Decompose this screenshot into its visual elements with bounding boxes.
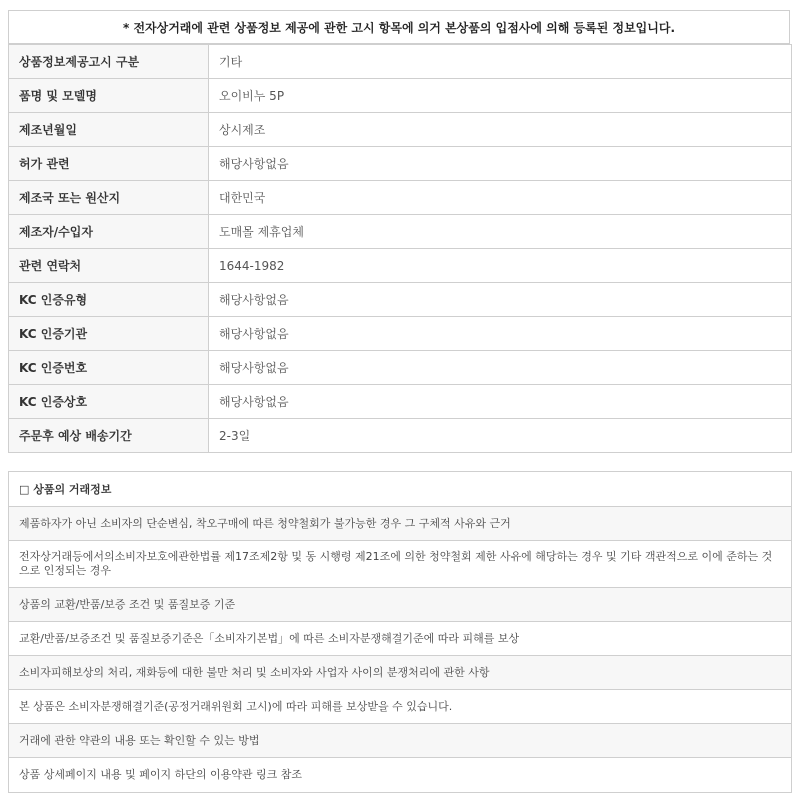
trade-info-answer: 전자상거래등에서의소비자보호에관한법률 제17조제2항 및 동 시행령 제21조에 의한 청약철회 제한 사유에 해당하는 경우 및 기타 객관적으로 이에 준하는 것으로 인정되는 경우 [9, 541, 791, 588]
trade-info-section [8, 471, 792, 793]
row-label: 상품정보제공고시 구분 [9, 45, 209, 79]
trade-info-answer: 상품 상세페이지 내용 및 페이지 하단의 이용약관 링크 참조 [19, 768, 302, 781]
row-label: 허가 관련 [9, 147, 209, 181]
trade-info-answer: 본 상품은 소비자분쟁해결기준(공정거래위원회 고시)에 따라 피해를 보상받을 수 있습니다. [9, 690, 791, 724]
row-value: 대한민국 [209, 181, 792, 215]
table-row [9, 351, 792, 385]
row-label: 품명 및 모델명 [9, 79, 209, 113]
row-value: 해당사항없음 [209, 385, 792, 419]
table-row [9, 147, 792, 181]
trade-info-question: 소비자피해보상의 처리, 재화등에 대한 불만 처리 및 소비자와 사업자 사이의 분쟁처리에 관한 사항 [9, 656, 791, 690]
row-label: 제조국 또는 원산지 [9, 181, 209, 215]
table-row [9, 113, 792, 147]
table-row [9, 419, 792, 453]
row-value: 기타 [209, 45, 792, 79]
row-label: 주문후 예상 배송기간 [9, 419, 209, 453]
row-label: 제조자/수입자 [9, 215, 209, 249]
table-row [9, 215, 792, 249]
row-label: KC 인증기관 [9, 317, 209, 351]
trade-info-question: 거래에 관한 약관의 내용 또는 확인할 수 있는 방법 [9, 724, 791, 758]
row-label: 제조년월일 [9, 113, 209, 147]
table-row [9, 317, 792, 351]
table-row [9, 283, 792, 317]
row-value: 상시제조 [209, 113, 792, 147]
row-value: 오이비누 5P [209, 79, 792, 113]
trade-info-title: □ 상품의 거래정보 [9, 472, 791, 507]
table-row [9, 385, 792, 419]
trade-info-answer: 교환/반품/보증조건 및 품질보증기준은「소비자기본법」에 따른 소비자분쟁해결기준에 따라 피해를 보상 [9, 622, 791, 656]
row-value: 1644-1982 [209, 249, 792, 283]
row-value: 해당사항없음 [209, 147, 792, 181]
row-value: 해당사항없음 [209, 351, 792, 385]
row-value: 해당사항없음 [209, 283, 792, 317]
row-value: 해당사항없음 [209, 317, 792, 351]
table-row [9, 181, 792, 215]
table-row [9, 249, 792, 283]
table-row [9, 79, 792, 113]
product-info-table [8, 44, 792, 453]
trade-info-question: 제품하자가 아닌 소비자의 단순변심, 착오구매에 따른 청약철회가 불가능한 경우 그 구체적 사유와 근거 [9, 507, 791, 541]
row-label: KC 인증상호 [9, 385, 209, 419]
table-row [9, 45, 792, 79]
row-label: KC 인증유형 [9, 283, 209, 317]
row-label: KC 인증번호 [9, 351, 209, 385]
row-label: 관련 연락처 [9, 249, 209, 283]
notice-banner: * 전자상거래에 관련 상품정보 제공에 관한 고시 항목에 의거 본상품의 입점사에 의해 등록된 정보입니다. [8, 10, 790, 44]
row-value: 도매몰 제휴업체 [209, 215, 792, 249]
row-value: 2-3일 [209, 419, 792, 453]
trade-info-question: 상품의 교환/반품/보증 조건 및 품질보증 기준 [9, 588, 791, 622]
